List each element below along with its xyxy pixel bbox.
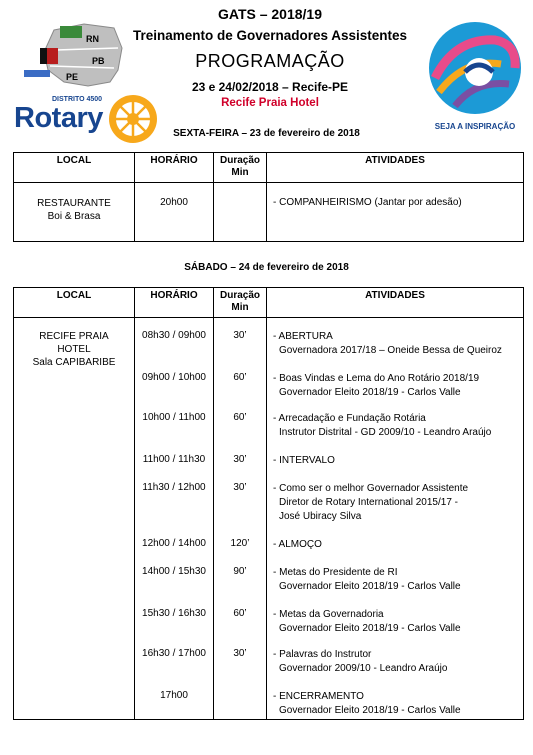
- activity-title: - Metas da Governadoria: [273, 608, 384, 620]
- activity-title: - Arrecadação e Fundação Rotária: [273, 412, 426, 424]
- col-atividades-header: ATIVIDADES: [267, 288, 524, 318]
- horario-cell: 08h30 / 09h00: [135, 318, 214, 360]
- day2-local-cell: [14, 318, 135, 720]
- atividade-cell: [267, 526, 524, 554]
- activity-detail: Governadora 2017/18 – Oneide Bessa de Queiroz: [279, 345, 502, 356]
- duracao-cell: 60’: [214, 360, 267, 400]
- day2-schedule-table: [13, 287, 524, 720]
- activity-detail: Governador Eleito 2018/19 - Carlos Valle: [279, 704, 461, 716]
- activity-title: - Palavras do Instrutor: [273, 648, 372, 660]
- duracao-label: Duração: [219, 155, 260, 166]
- col-local-header: LOCAL: [14, 288, 135, 318]
- duracao-cell: 30’: [214, 442, 267, 470]
- rotary-wordmark: Rotary: [14, 102, 103, 134]
- activity-detail: Instrutor Distrital - GD 2009/10 - Leandro Araújo: [279, 426, 492, 438]
- table-header-row: [14, 153, 524, 183]
- activity-title: - ALMOÇO: [273, 538, 322, 550]
- duracao-cell: [214, 678, 267, 720]
- col-horario-header: HORÁRIO: [135, 288, 214, 318]
- duracao-cell: 30’: [214, 636, 267, 678]
- state-pe-label: PE: [66, 72, 79, 82]
- duracao-cell: [214, 183, 267, 242]
- horario-cell: 20h00: [135, 183, 214, 242]
- horario-cell: 17h00: [135, 678, 214, 720]
- table-row: [14, 183, 524, 242]
- col-duracao-header: [214, 288, 267, 318]
- col-duracao-header: [214, 153, 267, 183]
- activity-detail: Governador 2009/10 - Leandro Araújo: [279, 662, 448, 674]
- activity-title: - Metas do Presidente de RI: [273, 566, 398, 578]
- table-row: [14, 318, 524, 360]
- activity-detail: Governador Eleito 2018/19 - Carlos Valle: [279, 386, 461, 398]
- event-title: GATS – 2018/19: [217, 6, 323, 22]
- horario-cell: 12h00 / 14h00: [135, 526, 214, 554]
- duracao-cell: 30’: [214, 470, 267, 526]
- col-atividades-header: ATIVIDADES: [267, 153, 524, 183]
- atividade-cell: [267, 554, 524, 596]
- day1-local-cell: [14, 183, 135, 242]
- atividade-cell: - COMPANHEIRISMO (Jantar por adesão): [267, 183, 524, 242]
- activity-detail: José Ubiracy Silva: [279, 510, 362, 522]
- local-line: HOTEL: [57, 344, 91, 355]
- min-label: Min: [231, 167, 249, 178]
- event-subtitle: Treinamento de Governadores Assistentes: [132, 28, 408, 43]
- horario-cell: 09h00 / 10h00: [135, 360, 214, 400]
- activity-detail: Diretor de Rotary International 2015/17 -: [279, 496, 458, 508]
- duracao-cell: 60’: [214, 400, 267, 442]
- duracao-cell: 120’: [214, 526, 267, 554]
- local-line: RECIFE PRAIA: [39, 331, 109, 342]
- atividade-cell: [267, 318, 524, 360]
- district-label: DISTRITO 4500: [52, 96, 103, 103]
- horario-cell: 11h30 / 12h00: [135, 470, 214, 526]
- activity-detail: Governador Eleito 2018/19 - Carlos Valle: [279, 580, 461, 592]
- day2-heading: SÁBADO – 24 de fevereiro de 2018: [184, 262, 349, 273]
- activity-detail: Governador Eleito 2018/19 - Carlos Valle: [279, 622, 461, 634]
- activity-title: - ENCERRAMENTO: [273, 690, 364, 702]
- theme-tagline: SEJA A INSPIRAÇÃO: [434, 122, 516, 131]
- atividade-cell: [267, 596, 524, 636]
- event-dates: 23 e 24/02/2018 – Recife-PE: [191, 80, 349, 94]
- horario-cell: 10h00 / 11h00: [135, 400, 214, 442]
- theme-swirl-icon: [425, 18, 525, 118]
- col-horario-header: HORÁRIO: [135, 153, 214, 183]
- horario-cell: 15h30 / 16h30: [135, 596, 214, 636]
- program-heading: PROGRAMAÇÃO: [195, 51, 345, 71]
- atividade-cell: [267, 400, 524, 442]
- atividade-cell: [267, 678, 524, 720]
- table-header-row: [14, 288, 524, 318]
- day1-heading: SEXTA-FEIRA – 23 de fevereiro de 2018: [173, 128, 360, 139]
- local-line: Sala CAPIBARIBE: [32, 357, 116, 368]
- activity-title: - ABERTURA: [273, 331, 333, 342]
- duracao-cell: 90’: [214, 554, 267, 596]
- atividade-cell: [267, 360, 524, 400]
- local-line: Boi & Brasa: [47, 211, 101, 222]
- activity-title: - Como ser o melhor Governador Assistente: [273, 482, 469, 494]
- activity-title: - Boas Vindas e Lema do Ano Rotário 2018/19: [273, 372, 480, 384]
- atividade-cell: [267, 442, 524, 470]
- atividade-cell: [267, 636, 524, 678]
- event-hotel: Recife Praia Hotel: [221, 97, 319, 109]
- local-line: RESTAURANTE: [37, 198, 111, 209]
- duracao-label: Duração: [219, 290, 260, 301]
- state-pb-label: PB: [92, 56, 105, 66]
- min-label: Min: [231, 302, 249, 313]
- horario-cell: 16h30 / 17h00: [135, 636, 214, 678]
- seja-inspiracao-logo: [425, 18, 525, 138]
- state-rn-label: RN: [86, 34, 99, 44]
- duracao-cell: 60’: [214, 596, 267, 636]
- col-local-header: LOCAL: [14, 153, 135, 183]
- horario-cell: 11h00 / 11h30: [135, 442, 214, 470]
- duracao-cell: 30’: [214, 318, 267, 360]
- atividade-cell: [267, 470, 524, 526]
- day1-schedule-table: [13, 152, 524, 242]
- horario-cell: 14h00 / 15h30: [135, 554, 214, 596]
- activity-title: - INTERVALO: [273, 454, 335, 466]
